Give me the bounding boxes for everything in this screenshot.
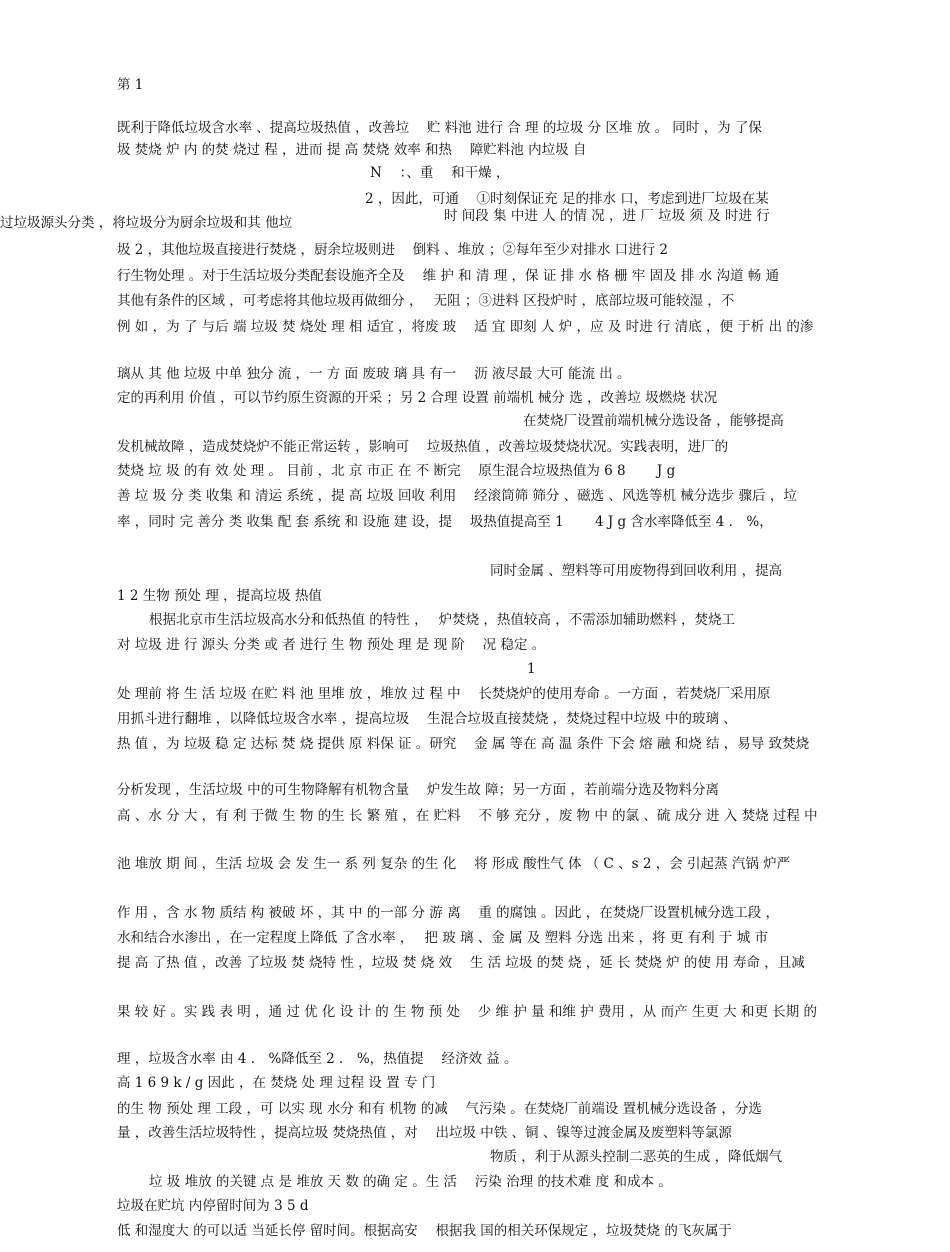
text-line: 的生 物 预处 理 工段 ，可 以实 现 水分 和有 机物 的减 气污染 。在焚烧厂前端设 置机械分选设备 ，分选 xyxy=(117,1101,762,1117)
text-line: 垃 圾 堆放 的关键 点 是 堆放 天 数 的确 定 。生 活 污染 治理 的技术难 度 和成本 。 xyxy=(149,1174,672,1190)
text-line: 1 xyxy=(527,661,536,677)
page-label: 第 1 xyxy=(117,77,144,93)
text-line: 理 ，垃圾含水率 由 4 ． %降低至 2 ． %，热值提 经济效 益 。 xyxy=(117,1051,518,1067)
text-line: 作 用 ，含 水 物 质结 构 被破 坏 ，其 中 的一部 分 游 离 重 的腐蚀 。因此 ，在焚烧厂设置机械分选工段 ， xyxy=(117,905,780,921)
text-line: 分析发现 ，生活垃圾 中的可生物降解有机物含量 炉发生故 障；另一方面 ，若前端分选及物料分离 xyxy=(117,782,719,798)
text-line: 既利于降低垃圾含水率 、提高垃圾热值 ，改善垃 贮 料池 进行 合 理 的垃圾 分 区堆 放 。 同时 ，为 了保 xyxy=(117,120,762,136)
text-line: N ：、重 和干燥 ， xyxy=(370,165,510,181)
text-line: 根据北京市生活垃圾高水分和低热值 的特性 ， 炉焚烧 ，热值较高 ，不需添加辅助燃料 ，焚烧工 xyxy=(149,612,735,628)
text-line: 高 1 6 9 k / g 因此 ，在 焚烧 处 理 过程 设 置 专 门 xyxy=(117,1075,436,1091)
text-line: 处 理前 将 生 活 垃圾 在贮 料 池 里堆 放 ，堆放 过 程 中 长焚烧炉的使用寿命 。一方面 ，若焚烧厂采用原 xyxy=(117,686,771,702)
text-line: 例 如 ，为 了 与后 端 垃圾 焚 烧处 理 相 适宜 ，将废 玻 适 宜 即刻 人 炉 ，应 及 时进 行 清底 ，便 于析 出 的渗 xyxy=(117,319,814,335)
text-line: 行生物处理 。对于生活垃圾分类配套设施齐全及 维 护 和 清 理 ，保 证 排 水 格 栅 牢 固及 排 水 沟道 畅 通 xyxy=(117,268,780,284)
text-line: 率 ，同时 完 善分 类 收集 配 套 系统 和 设施 建 设，提 圾热值提高至 1 4 J g 含水率降低至 4 ． %， xyxy=(117,514,773,530)
text-line: 同时金属 、塑料等可用废物得到回收利用 ，提高 xyxy=(490,563,783,579)
text-line: 璃从 其 他 垃圾 中单 独分 流 ，一 方 面 废玻 璃 具 有一 沥 液尽最 大可 能流 出 。 xyxy=(117,366,631,382)
text-line: 对 垃圾 进 行 源头 分类 或 者 进行 生 物 预处 理 是 现 阶 况 稳定 。 xyxy=(117,637,546,653)
text-line: 善 垃 圾 分 类 收集 和 清运 系统 ，提 高 垃圾 回收 利用 经滚筒筛 筛分 、磁选 、风选等机 械分选步 骤后 ，垃 xyxy=(117,488,797,504)
text-line: 其他有条件的区域 ，可考虑将其他垃圾再做细分 ， 无阻 ；③进料 区投炉时 ，底部垃圾可能较湿 ，不 xyxy=(117,293,735,309)
text-line: 定的再利用 价值 ，可以节约原生资源的开采 ；另 2 合理 设置 前端机 械分 选 ，改善垃 圾燃烧 状况 xyxy=(117,390,718,406)
text-line: 圾 2 ，其他垃圾直接进行焚烧 ，厨余垃圾则进 倒料 、堆放 ；②每年至少对排水 口进行 2 xyxy=(117,242,669,258)
text-line: 量 ，改善生活垃圾特性 ，提高垃圾 焚烧热值 ，对 出垃圾 中铁 、铜 、镍等过渡金属及废塑料等氯源 xyxy=(117,1125,732,1141)
text-line: 用抓斗进行翻堆 ，以降低垃圾含水率 ，提高垃圾 生混合垃圾直接焚烧 ，焚烧过程中垃圾 中的玻璃 、 xyxy=(117,711,737,727)
text-line: 低 和湿度大 的可以适 当延长停 留时间。根据高安 根据我 国的相关环保规定 ，垃圾焚烧 的飞灰属于 xyxy=(117,1223,732,1239)
text-line: 发机械故障 ，造成焚烧炉不能正常运转 ，影响可 垃圾热值 ，改善垃圾焚烧状况。实践表明，进厂的 xyxy=(117,439,729,455)
text-line: 垃圾在贮坑 内停留时间为 3 5 d xyxy=(117,1198,309,1214)
text-line: 圾 焚烧 炉 内 的焚 烧过 程 ，进而 提 高 焚烧 效率 和热 障贮料池 内垃圾 自 xyxy=(117,142,587,158)
text-line: 水和结合水渗出 ，在一定程度上降低 了含水率 ， 把 玻 璃 、金 属 及 塑料 分选 出来 ，将 更 有利 于 城 市 xyxy=(117,930,768,946)
text-line: 2 ，因此，可通 ①时刻保证充 足的排水 口，考虑到进厂垃圾在某 xyxy=(365,191,769,207)
text-line: 果 较 好 。实 践 表 明 ，通 过 优 化 设 计 的 生 物 预 处 少 维 护 量 和维 护 费用 ，从 而产 生更 大 和更 长期 的 xyxy=(117,1004,818,1020)
text-line: 提 高 了热 值 ，改善 了垃圾 焚 烧特 性 ，垃圾 焚 烧 效 生 活 垃圾 的焚 烧 ，延 长 焚烧 炉 的使 用 寿命 ，且减 xyxy=(117,955,805,971)
text-line: 物质 ，利于从源头控制二恶英的生成 ，降低烟气 xyxy=(490,1149,783,1165)
text-line: 在焚烧厂设置前端机械分选设备 ，能够提高 xyxy=(523,413,784,429)
text-line: 时 间段 集 中进 人 的情 况 ，进 厂 垃圾 须 及 时进 行 xyxy=(444,208,770,224)
section-heading: 1 2 生物 预处 理 ，提高垃圾 热值 xyxy=(117,588,322,604)
text-line: 热 值 ，为 垃圾 稳 定 达标 焚 烧 提供 原 料保 证 。研究 金 属 等在 高 温 条件 下会 熔 融 和烧 结 ，易导 致焚烧 xyxy=(117,736,810,752)
text-line: 池 堆放 期 间 ，生活 垃圾 会 发 生一 系 列 复杂 的生 化 将 形成 酸性气 体 （ C 、s 2 ，会 引起蒸 汽锅 炉严 xyxy=(117,856,791,872)
text-line: 过垃圾源头分类 ，将垃圾分为厨余垃圾和其 他垃 xyxy=(0,215,293,231)
text-line: 高 、水 分 大 ，有 利 于微 生 物 的生 长 繁 殖 ，在 贮料 不 够 充分 ，废 物 中 的氯 、硫 成分 进 入 焚烧 过程 中 xyxy=(117,808,818,824)
text-line: 焚烧 垃 圾 的有 效 处 理 。 目前 ，北 京 市正 在 不 断完 原生混合垃圾热值为 6 8 J g xyxy=(117,463,676,479)
